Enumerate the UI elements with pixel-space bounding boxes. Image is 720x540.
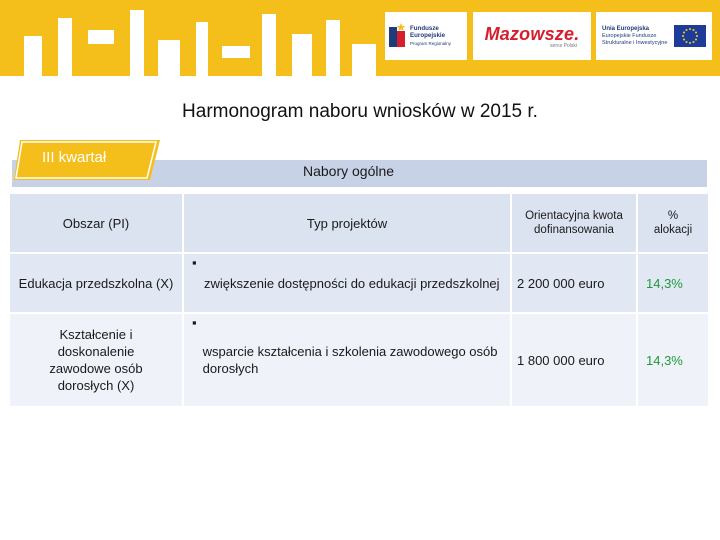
bullet-icon: ▪ xyxy=(192,255,197,270)
row1-project-type xyxy=(184,254,510,312)
row2-project-type-text: wsparcie kształcenia i szkolenia zawodowego osób dorosłych xyxy=(202,344,498,376)
decor-shape xyxy=(58,18,72,76)
unia-europejska-logo xyxy=(596,12,712,60)
schedule-table xyxy=(10,194,708,406)
header-project-type: Typ projektów xyxy=(184,194,510,252)
fundusze-europejskie-logo xyxy=(385,12,467,60)
section-title: Nabory ogólne xyxy=(303,163,395,179)
header-banner xyxy=(0,0,720,76)
decor-shape xyxy=(262,14,276,76)
decor-shape xyxy=(88,30,114,44)
header-allocation: % alokacji xyxy=(638,194,708,252)
header-area: Obszar (PI) xyxy=(10,194,182,252)
fe-star-icon xyxy=(389,21,407,51)
row1-amount: 2 200 000 euro xyxy=(512,254,636,312)
decor-shape xyxy=(158,40,180,76)
header-amount: Orientacyjna kwota dofinansowania xyxy=(512,194,636,252)
decor-shape xyxy=(292,34,312,76)
decor-shape xyxy=(24,36,42,76)
mazowsze-logo xyxy=(473,12,591,60)
row2-amount: 1 800 000 euro xyxy=(512,314,636,406)
decor-shape xyxy=(130,10,144,76)
row2-area: Kształcenie i doskonalenie zawodowe osób dorosłych (X) xyxy=(10,314,182,406)
row1-area: Edukacja przedszkolna (X) xyxy=(10,254,182,312)
row2-project-type xyxy=(184,314,510,406)
decor-shape xyxy=(196,22,208,76)
row2-allocation: 14,3% xyxy=(638,314,708,406)
quarter-tab xyxy=(14,140,160,180)
decor-shape xyxy=(326,20,340,76)
eu-flag-icon xyxy=(674,25,706,47)
page-title: Harmonogram naboru wniosków w 2015 r. xyxy=(182,101,538,122)
quarter-label: III kwartał xyxy=(42,149,107,166)
decor-shape xyxy=(222,46,250,58)
mazowsze-logo-text: Mazowsze. xyxy=(484,23,580,44)
decor-shape xyxy=(352,44,376,76)
row1-project-type-text: zwiększenie dostępności do edukacji przedszkolnej xyxy=(204,275,500,291)
fe-logo-text: Fundusze Europejskie Program Regionalny xyxy=(410,24,452,46)
mazowsze-tagline: serce Polski xyxy=(550,42,577,49)
bullet-icon: ▪ xyxy=(192,315,197,330)
row1-allocation: 14,3% xyxy=(638,254,708,312)
ue-logo-text: Unia Europejska Europejskie Fundusze Strukturalne i Inwestycyjne xyxy=(602,25,668,46)
